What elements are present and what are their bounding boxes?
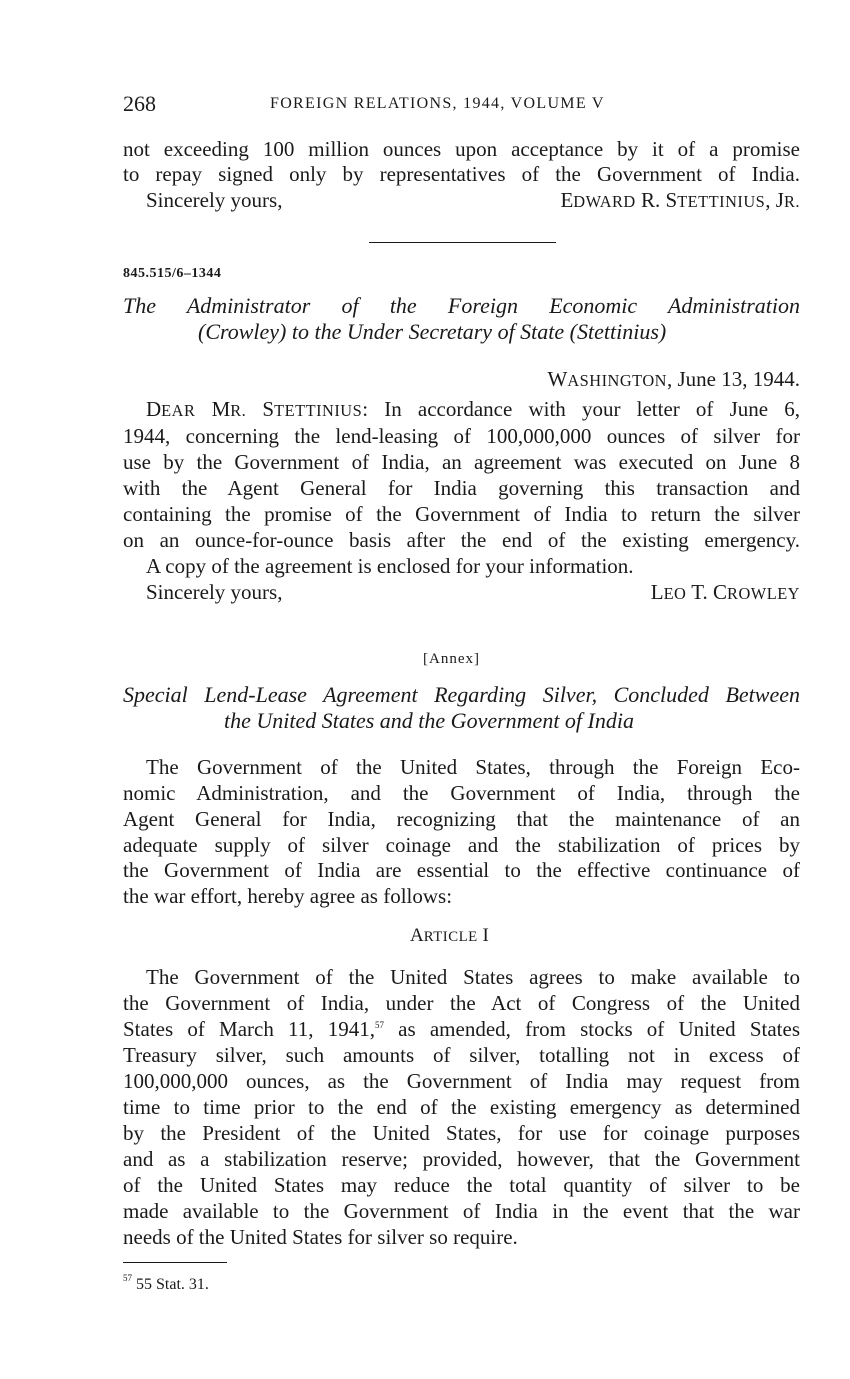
annex-title-line: Special Lend-Lease Agreement Regarding Silver, Concluded Between	[123, 682, 800, 707]
running-title: FOREIGN RELATIONS, 1944, VOLUME V	[270, 95, 605, 112]
footnote-marker: 57	[123, 1273, 132, 1283]
preamble-line: the war effort, hereby agree as follows:	[123, 884, 453, 908]
annex-title-line: the United States and the Government of India	[224, 708, 634, 733]
page-header	[123, 91, 800, 119]
letter-body-line: on an ounce-for-ounce basis after the end of the existing emergency.	[123, 528, 800, 552]
letter-body-line: with the Agent General for India governing this transaction and	[123, 476, 800, 500]
article-line: needs of the United States for silver so require.	[123, 1225, 518, 1249]
document-title-line: (Crowley) to the Under Secretary of State (Stettinius)	[198, 319, 667, 344]
article-heading: ARTICLE I	[410, 925, 489, 946]
prev-letter-closing: Sincerely yours,	[146, 188, 283, 212]
preamble-line: nomic Administration, and the Government of India, through the	[123, 781, 800, 805]
letter-signature: LEO T. CROWLEY	[650, 580, 800, 604]
article-line: The Government of the United States agrees to make available to	[146, 965, 800, 989]
article-line: made available to the Government of India in the event that the war	[123, 1199, 800, 1223]
page-number: 268	[123, 91, 156, 116]
article-line: time to time prior to the end of the existing emergency as determined	[123, 1095, 800, 1119]
preamble-line: the Government of India are essential to the effective continuance of	[123, 858, 800, 882]
letter-body-line: 1944, concerning the lend-leasing of 100,000,000 ounces of silver for	[123, 424, 800, 448]
prev-letter-line: not exceeding 100 million ounces upon acceptance by it of a promise	[123, 137, 800, 161]
article-line: Treasury silver, such amounts of silver, totalling not in excess of	[123, 1043, 800, 1067]
article-line: States of March 11, 1941,57 as amended, from stocks of United States	[123, 1017, 801, 1041]
annex-label: [Annex]	[423, 651, 480, 667]
prev-letter-line: to repay signed only by representatives of the Government of India.	[123, 162, 800, 186]
salutation: DEAR MR. STETTINIUS:	[146, 397, 369, 421]
footnote-rule	[123, 1262, 227, 1263]
letter-closing: Sincerely yours,	[146, 580, 283, 604]
article-line: and as a stabilization reserve; provided, however, that the Government	[123, 1147, 800, 1171]
footnote-reference[interactable]: 57	[374, 1020, 384, 1030]
file-number: 845.515/6–1344	[123, 266, 222, 281]
letter-second-paragraph: A copy of the agreement is enclosed for your information.	[146, 554, 634, 578]
preamble-line: adequate supply of silver coinage and the stabilization of prices by	[123, 833, 800, 857]
section-divider	[369, 242, 556, 243]
article-line: the Government of India, under the Act of Congress of the United	[123, 991, 800, 1015]
article-line: by the President of the United States, for use for coinage purposes	[123, 1121, 800, 1145]
preamble-line: The Government of the United States, through the Foreign Eco-	[146, 755, 800, 779]
letter-first-line: DEAR MR. STETTINIUS: In accordance with your letter of June 6,	[146, 397, 800, 421]
article-line: of the United States may reduce the total quantity of silver to be	[123, 1173, 800, 1197]
preamble-line: Agent General for India, recognizing that the maintenance of an	[123, 807, 800, 831]
letter-body-line: containing the promise of the Government of India to return the silver	[123, 502, 800, 526]
article-line: 100,000,000 ounces, as the Government of India may request from	[123, 1069, 800, 1093]
letter-body-line: use by the Government of India, an agreement was executed on June 8	[123, 450, 800, 474]
footnote: $^{57}$ 55 Stat. 31.	[123, 1273, 209, 1293]
document-title-line: The Administrator of the Foreign Economic Administration	[123, 293, 800, 318]
dateline: WASHINGTON, June 13, 1944.	[547, 367, 800, 391]
prev-letter-signature: EDWARD R. STETTINIUS, JR.	[560, 188, 800, 212]
